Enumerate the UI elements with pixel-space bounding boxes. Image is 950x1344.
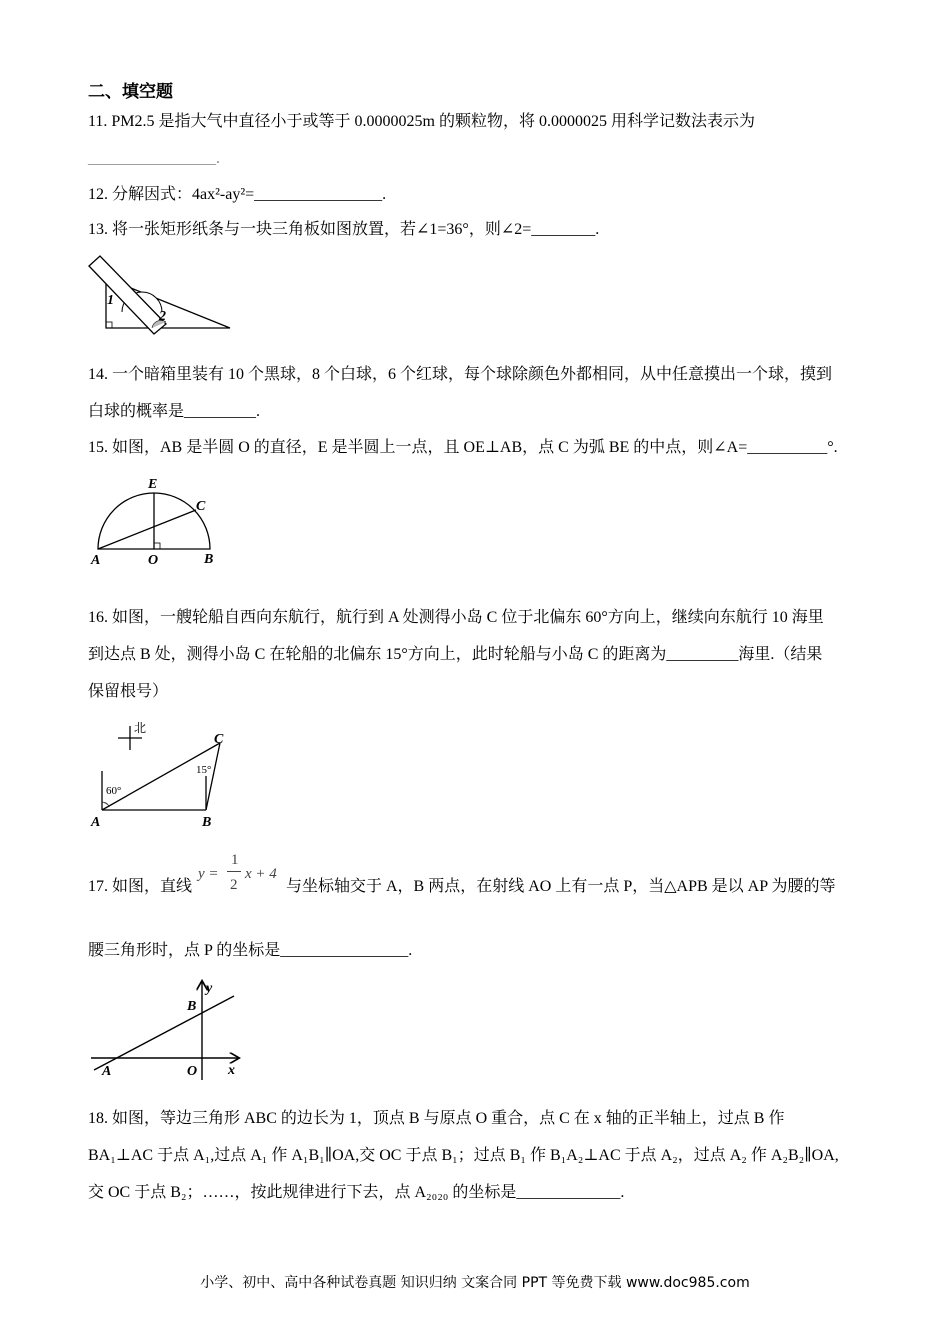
q14-line2: 白球的概率是_________.	[88, 403, 261, 420]
q17-formula-num: 1	[231, 852, 239, 868]
q16-angle-60: 60°	[106, 785, 122, 797]
q13-text: 13. 将一张矩形纸条与一块三角板如图放置，若∠1=36°，则∠2=________.	[88, 221, 600, 238]
q15-label-e: E	[148, 477, 158, 492]
q17-label-a: A	[102, 1064, 112, 1079]
q15-label-b: B	[204, 552, 214, 567]
q17-line2: 腰三角形时，点 P 的坐标是________________.	[88, 942, 413, 959]
q15-text: 15. 如图，AB 是半圆 O 的直径，E 是半圆上一点，且 OE⊥AB，点 C 为弧 BE 的中点，则∠A=__________°.	[88, 439, 838, 456]
q17-label-x: x	[228, 1063, 235, 1078]
q17-suffix: 与坐标轴交于 A，B 两点，在射线 AO 上有一点 P，当△APB 是以 AP 为腰的等	[286, 878, 836, 895]
q15-figure	[88, 474, 223, 568]
q17-prefix: 17. 如图，直线	[88, 878, 193, 895]
q15-label-o: O	[148, 553, 159, 568]
q17-formula-rest: x + 4	[245, 866, 277, 882]
q11-line2: ________________.	[88, 150, 220, 167]
q17-fraction-bar	[227, 871, 241, 872]
q12-text: 12. 分解因式：4ax²-ay²=________________.	[88, 186, 387, 203]
q16-angle-15: 15°	[196, 764, 212, 776]
q17-label-o: O	[187, 1064, 198, 1079]
q17-figure	[88, 976, 248, 1082]
q14-line1: 14. 一个暗箱里装有 10 个黑球，8 个白球，6 个红球，每个球除颜色外都相同，从中任意摸出一个球，摸到	[88, 366, 833, 383]
q15-label-c: C	[196, 499, 206, 514]
q16-label-c: C	[214, 732, 224, 747]
q17-label-y: y	[206, 981, 213, 996]
q17-formula-y: y =	[198, 866, 219, 882]
q16-label-a: A	[91, 815, 101, 830]
q18-line3: 交 OC 于点 B₂；……，按此规律进行下去，点 A₂₀₂₀ 的坐标是_____________.	[88, 1184, 625, 1201]
page-footer: 小学、初中、高中各种试卷真题 知识归纳 文案合同 PPT 等免费下载 www.doc985.com	[200, 1275, 750, 1291]
q17-formula-den: 2	[230, 877, 238, 893]
q16-label-b: B	[202, 815, 212, 830]
section-title: 二、填空题	[88, 82, 173, 102]
q16-north-label: 北	[134, 721, 147, 735]
q16-line3: 保留根号）	[88, 683, 169, 700]
q16-line2: 到达点 B 处，测得小岛 C 在轮船的北偏东 15°方向上，此时轮船与小岛 C 的距离为_________海里.（结果	[88, 646, 823, 663]
q17-label-b: B	[187, 999, 197, 1014]
q18-line1: 18. 如图，等边三角形 ABC 的边长为 1，顶点 B 与原点 O 重合，点 C 在 x 轴的正半轴上，过点 B 作	[88, 1110, 785, 1127]
q13-figure	[84, 252, 244, 337]
q16-line1: 16. 如图，一艘轮船自西向东航行，航行到 A 处测得小岛 C 位于北偏东 60°方向上，继续向东航行 10 海里	[88, 609, 824, 626]
q16-figure	[88, 716, 238, 831]
q13-label-2: 2	[159, 309, 166, 324]
q13-label-1: 1	[107, 293, 114, 308]
q11-line1: 11. PM2.5 是指大气中直径小于或等于 0.0000025m 的颗粒物，将 0.0000025 用科学记数法表示为	[88, 113, 755, 130]
q18-line2: BA₁⊥AC 于点 A₁,过点 A₁ 作 A₁B₁∥OA,交 OC 于点 B₁；过点 B₁ 作 B₁A₂⊥AC 于点 A₂，过点 A₂ 作 A₂B₂∥OA,	[88, 1147, 839, 1164]
q15-label-a: A	[91, 553, 101, 568]
